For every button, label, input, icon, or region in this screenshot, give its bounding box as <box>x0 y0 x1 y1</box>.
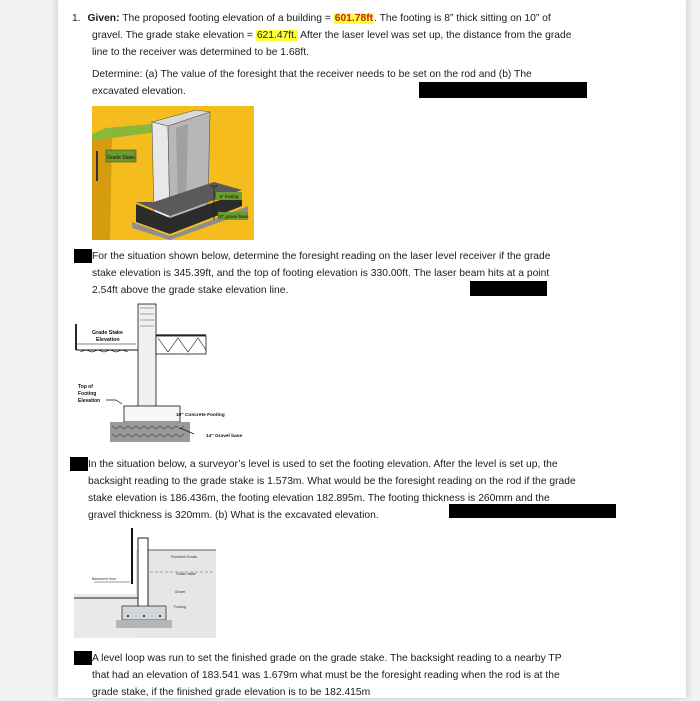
problem-3-line-4: gravel thickness is 320mm. (b) What is the excavated elevation. <box>88 510 379 521</box>
footing-figure-1 <box>92 106 254 240</box>
problem-1-line-3: line to the receiver was determined to be 1.68ft. <box>92 47 309 58</box>
top-of-footing-label-2: Footing <box>78 391 97 397</box>
footing-label: Footing <box>174 605 186 609</box>
redaction-bar <box>449 504 616 518</box>
footing-thickness-label: 8" footing <box>219 194 239 199</box>
redaction-bar <box>419 82 587 98</box>
redaction-bar <box>470 281 547 296</box>
gravel-base-label: 14" Gravel base <box>206 434 243 439</box>
basement-floor-label: Basement floor <box>91 577 117 581</box>
problem-3-line-3: stake elevation is 186.436m, the footing elevation 182.895m. The footing thickness is 260mm and the <box>88 493 550 504</box>
grade-stake-label: Grade Stake <box>92 330 123 336</box>
number-redaction <box>74 651 92 665</box>
top-of-footing-label-1: Top of <box>78 384 93 390</box>
problem-4-line-2: that had an elevation of 183.541 was 1.679m what must be the foresight reading when the rod is at the <box>92 670 560 681</box>
problem-2-line-2: stake elevation is 345.39ft, and the top of footing elevation is 330.00ft. The laser beam hits at a point <box>92 268 550 279</box>
problem-2-line-1: For the situation shown below, determine the foresight reading on the laser level receiver if the grade <box>92 251 551 262</box>
grade-stake-label: Grade Stake <box>106 155 136 161</box>
grade-elevation-highlight: 621.47ft. <box>256 30 297 41</box>
problem-4-line-3: grade stake, if the finished grade elevation is to be 182.415m <box>92 687 371 698</box>
problem-2-line-3: 2.54ft above the grade stake elevation line. <box>92 285 289 296</box>
problem-1-line-2: gravel. The grade stake elevation = 621.47ft. After the laser level was set up, the distance from the grade <box>92 30 572 41</box>
grade-stake-label: Grade stake <box>176 572 196 576</box>
gravel-thickness-label: 10" gravel base <box>217 214 249 219</box>
problem-3-line-1: In the situation below, a surveyor’s level is used to set the footing elevation. After the level is set up, the <box>88 459 558 470</box>
gravel-label: Gravel <box>174 590 186 594</box>
finished-grade-label: Finished Grade <box>171 555 197 559</box>
problem-1-line-1: 1. Given: The proposed footing elevation of a building = 601.78ft. The footing is 8” thick sitting on 10” of <box>72 13 551 24</box>
number-redaction <box>74 249 92 263</box>
footing-figure-2 <box>70 302 270 448</box>
grade-elevation-label: Elevation <box>96 337 120 343</box>
footing-figure-3 <box>74 524 216 638</box>
top-of-footing-label-3: Elevation <box>78 398 101 404</box>
problem-4-line-1: A level loop was run to set the finished grade on the grade stake. The backsight reading to a nearby TP <box>92 653 562 664</box>
number-redaction <box>70 457 88 471</box>
footing-elevation-highlight: 601.78ft <box>334 13 374 24</box>
problem-1-determine-2: excavated elevation. <box>92 86 186 97</box>
concrete-footing-label: 10" Concrete Footing <box>176 413 225 418</box>
problem-1-determine-1: Determine: (a) The value of the foresight that the receiver needs to be set on the rod and (b) The <box>92 69 532 80</box>
problem-3-line-2: backsight reading to the grade stake is 1.573m. What would be the foresight reading on the rod if the grade <box>88 476 576 487</box>
